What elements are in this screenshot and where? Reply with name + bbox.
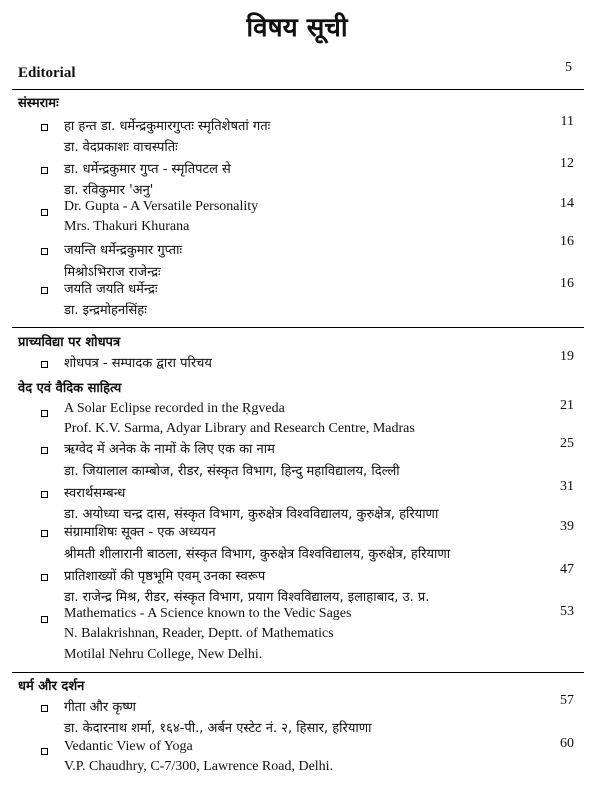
- entry-author: डा. इन्द्रमोहनसिंहः: [64, 303, 147, 318]
- section-divider: [12, 89, 584, 90]
- entry-page-number: 31: [560, 479, 574, 494]
- bullet-icon: [41, 124, 48, 131]
- entry-page-number: 11: [560, 114, 574, 129]
- section-divider: [12, 672, 584, 673]
- entry-author: V.P. Chaudhry, C-7/300, Lawrence Road, Delhi.: [64, 759, 334, 774]
- section-divider: [12, 327, 584, 328]
- section-heading: धर्म और दर्शन: [18, 679, 85, 694]
- bullet-icon: [41, 705, 48, 712]
- entry-title: Dr. Gupta - A Versatile Personality: [64, 199, 259, 214]
- bullet-icon: [41, 491, 48, 498]
- entry-author: डा. वेदप्रकाशः वाचस्पतिः: [64, 140, 178, 155]
- section-heading: वेद एवं वैदिक साहित्य: [18, 381, 122, 396]
- entry-title: जयन्ति धर्मेन्द्रकुमार गुप्ताः: [64, 243, 183, 258]
- bullet-icon: [41, 287, 48, 294]
- entry-page-number: 19: [560, 349, 574, 364]
- bullet-icon: [41, 748, 48, 755]
- entry-page-number: 16: [560, 276, 574, 291]
- entry-title: प्रातिशाख्यों की पृष्ठभूमि एवम् उनका स्वरूप: [64, 569, 266, 584]
- entry-page-number: 21: [560, 398, 574, 413]
- entry-title: जयति जयति धर्मेन्द्रः: [64, 282, 158, 297]
- entry-title: स्वरार्थसम्बन्ध: [64, 486, 126, 501]
- section-heading: संस्मरामः: [18, 96, 59, 111]
- entry-author: डा. केदारनाथ शर्मा, १६४-पी., अर्बन एस्टेट नं. २, हिसार, हरियाणा: [64, 721, 372, 736]
- entry-page-number: 39: [560, 519, 574, 534]
- section-heading: प्राच्यविद्या पर शोधपत्र: [18, 335, 121, 350]
- bullet-icon: [41, 447, 48, 454]
- bullet-icon: [41, 574, 48, 581]
- entry-author-line-2: Motilal Nehru College, New Delhi.: [64, 647, 263, 662]
- entry-page-number: 57: [560, 693, 574, 708]
- entry-author: N. Balakrishnan, Reader, Deptt. of Mathematics: [64, 626, 334, 641]
- entry-author: मिश्रोऽभिराज राजेन्द्रः: [64, 265, 161, 280]
- entry-author: डा. जियालाल काम्बोज, रीडर, संस्कृत विभाग, हिन्दु महाविद्यालय, दिल्ली: [64, 464, 400, 479]
- entry-page-number: 14: [560, 196, 574, 211]
- entry-author: श्रीमती शीलारानी बाठला, संस्कृत विभाग, कुरुक्षेत्र विश्वविद्यालय, कुरुक्षेत्र, हरियाणा: [64, 547, 451, 562]
- entry-title: Mathematics - A Science known to the Vedic Sages: [64, 606, 352, 621]
- entry-title: हा हन्त डा. धर्मेन्द्रकुमारगुप्तः स्मृतिशेषतां गतः: [64, 119, 271, 134]
- entry-author: डा. राजेन्द्र मिश्र, रीडर, संस्कृत विभाग, प्रयाग विश्वविद्यालय, इलाहाबाद, उ. प्र.: [64, 590, 430, 605]
- bullet-icon: [41, 410, 48, 417]
- entry-author: डा. रविकुमार 'अनु': [64, 183, 154, 198]
- bullet-icon: [41, 248, 48, 255]
- entry-author: Mrs. Thakuri Khurana: [64, 219, 190, 234]
- bullet-icon: [41, 530, 48, 537]
- entry-author: डा. अयोध्या चन्द्र दास, संस्कृत विभाग, कुरुक्षेत्र विश्वविद्यालय, कुरुक्षेत्र, हरियाणा: [64, 507, 439, 522]
- entry-page-number: 25: [560, 436, 574, 451]
- page-title: विषय सूची: [246, 13, 348, 43]
- entry-page-number: 16: [560, 234, 574, 249]
- entry-title: A Solar Eclipse recorded in the Ṛgveda: [64, 401, 285, 416]
- entry-title: शोधपत्र - सम्पादक द्वारा परिचय: [64, 356, 212, 371]
- entry-page-number: 12: [560, 156, 574, 171]
- entry-page-number: 60: [560, 736, 574, 751]
- editorial-page-number: 5: [565, 60, 572, 75]
- entry-title: गीता और कृष्ण: [64, 700, 136, 715]
- editorial-label: Editorial: [18, 65, 76, 81]
- entry-author: Prof. K.V. Sarma, Adyar Library and Research Centre, Madras: [64, 421, 415, 436]
- entry-title: संग्रामाशिषः सूक्त - एक अध्ययन: [64, 525, 216, 540]
- entry-page-number: 47: [560, 562, 574, 577]
- entry-title: ऋग्वेद में अनेक के नामों के लिए एक का नाम: [64, 442, 275, 457]
- bullet-icon: [41, 209, 48, 216]
- bullet-icon: [41, 361, 48, 368]
- entry-title: डा. धर्मेन्द्रकुमार गुप्त - स्मृतिपटल से: [64, 162, 231, 177]
- entry-page-number: 53: [560, 604, 574, 619]
- bullet-icon: [41, 167, 48, 174]
- bullet-icon: [41, 616, 48, 623]
- entry-title: Vedantic View of Yoga: [64, 739, 193, 754]
